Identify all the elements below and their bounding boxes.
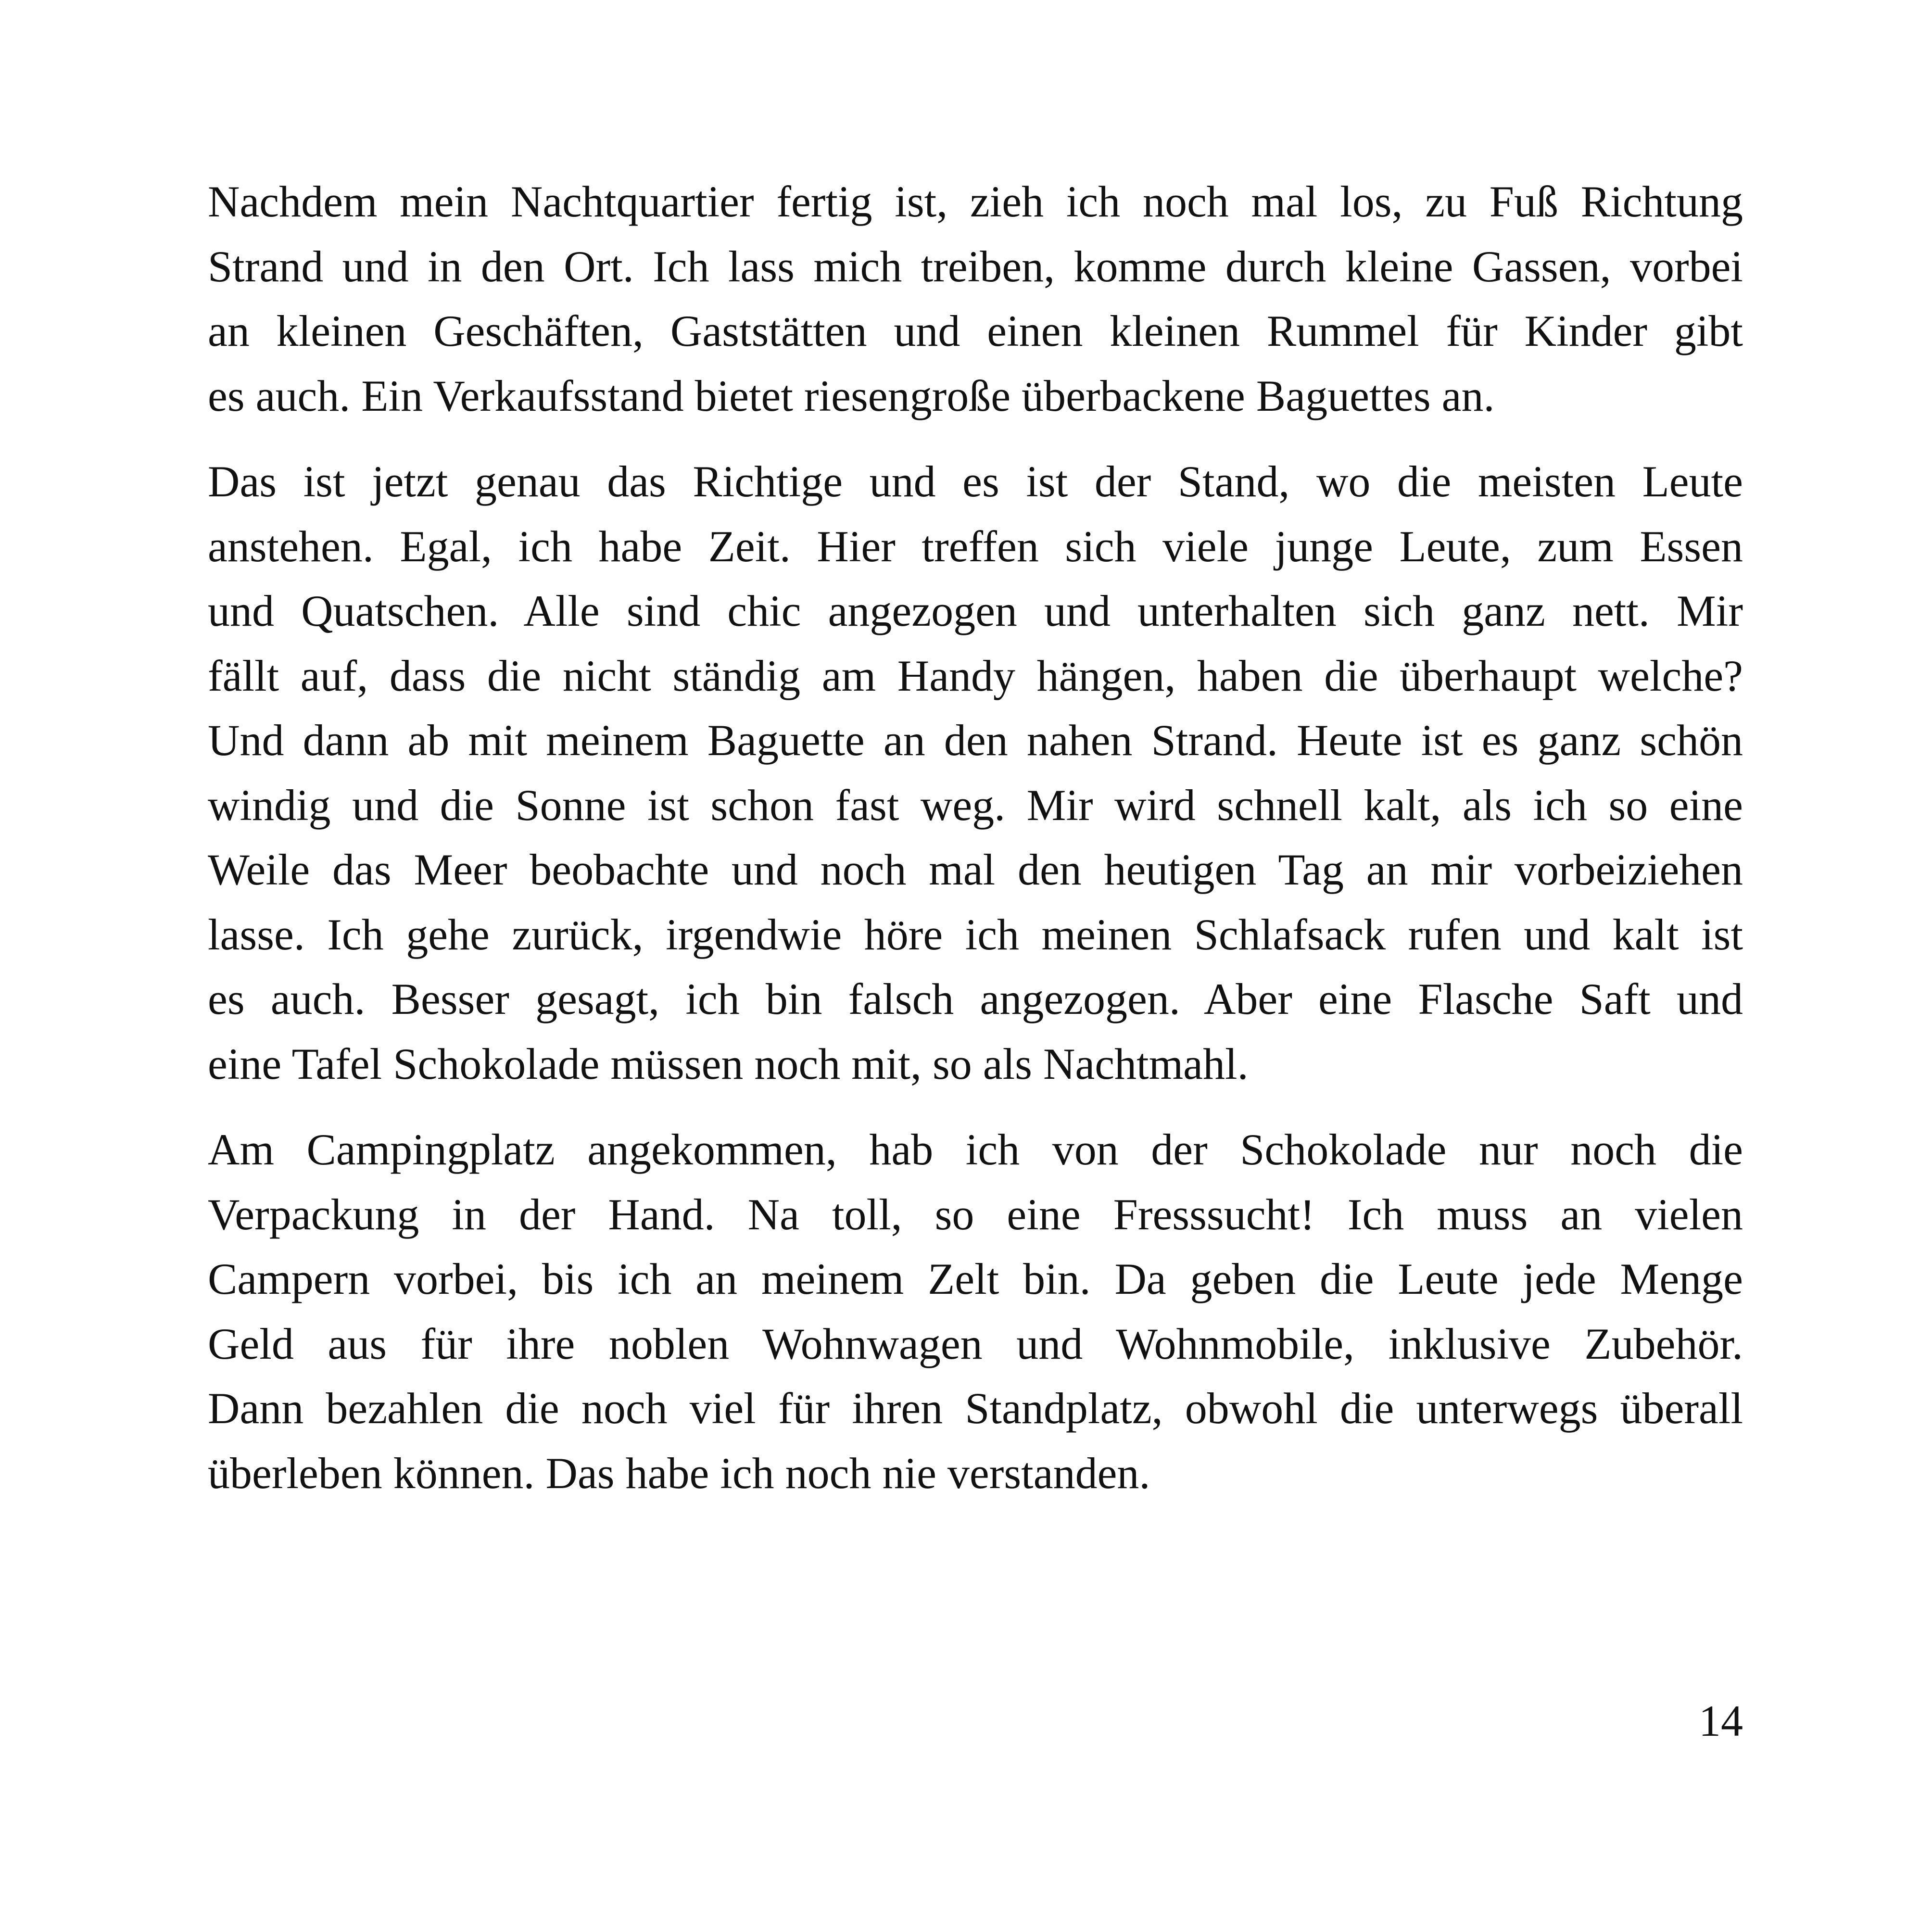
text-line: an kleinen Geschäften, Gaststätten und einen kleinen Rummel für Kinder gibt — [208, 306, 1743, 355]
text-line: Verpackung in der Hand. Na toll, so eine Fresssucht! Ich muss an vielen — [208, 1189, 1743, 1239]
text-line: eine Tafel Schokolade müssen noch mit, so als Nachtmahl. — [208, 1039, 1249, 1088]
text-line: Und dann ab mit meinem Baguette an den nahen Strand. Heute ist es ganz schön — [208, 716, 1743, 765]
text-line: anstehen. Egal, ich habe Zeit. Hier treffen sich viele junge Leute, zum Essen — [208, 521, 1743, 571]
text-line: es auch. Besser gesagt, ich bin falsch angezogen. Aber eine Flasche Saft und — [208, 974, 1743, 1023]
text-line: Nachdem mein Nachtquartier fertig ist, zieh ich noch mal los, zu Fuß Richtung — [208, 177, 1743, 226]
text-line: Das ist jetzt genau das Richtige und es ist der Stand, wo die meisten Leute — [208, 457, 1743, 506]
text-line: windig und die Sonne ist schon fast weg. Mir wird schnell kalt, als ich so eine — [208, 780, 1743, 830]
page-number: 14 — [1699, 1696, 1743, 1745]
paragraph — [208, 169, 1743, 428]
text-line: fällt auf, dass die nicht ständig am Handy hängen, haben die überhaupt welche? — [208, 651, 1743, 700]
paragraph — [208, 1117, 1743, 1505]
text-line: Am Campingplatz angekommen, hab ich von der Schokolade nur noch die — [208, 1125, 1743, 1174]
text-line: lasse. Ich gehe zurück, irgendwie höre ich meinen Schlafsack rufen und kalt ist — [208, 909, 1743, 959]
text-line: überleben können. Das habe ich noch nie verstanden. — [208, 1448, 1150, 1498]
text-line: Weile das Meer beobachte und noch mal den heutigen Tag an mir vorbeiziehen — [208, 845, 1743, 894]
text-line: Strand und in den Ort. Ich lass mich treiben, komme durch kleine Gassen, vorbei — [208, 241, 1743, 291]
text-line: Dann bezahlen die noch viel für ihren Standplatz, obwohl die unterwegs überall — [208, 1384, 1743, 1433]
body-text — [208, 169, 1743, 1527]
text-line: Campern vorbei, bis ich an meinem Zelt bin. Da geben die Leute jede Menge — [208, 1254, 1743, 1303]
paragraph — [208, 449, 1743, 1096]
text-line: es auch. Ein Verkaufsstand bietet riesengroße überbackene Baguettes an. — [208, 371, 1495, 420]
text-line: Geld aus für ihre noblen Wohnwagen und Wohnmobile, inklusive Zubehör. — [208, 1319, 1743, 1368]
text-line: und Quatschen. Alle sind chic angezogen und unterhalten sich ganz nett. Mir — [208, 586, 1743, 635]
